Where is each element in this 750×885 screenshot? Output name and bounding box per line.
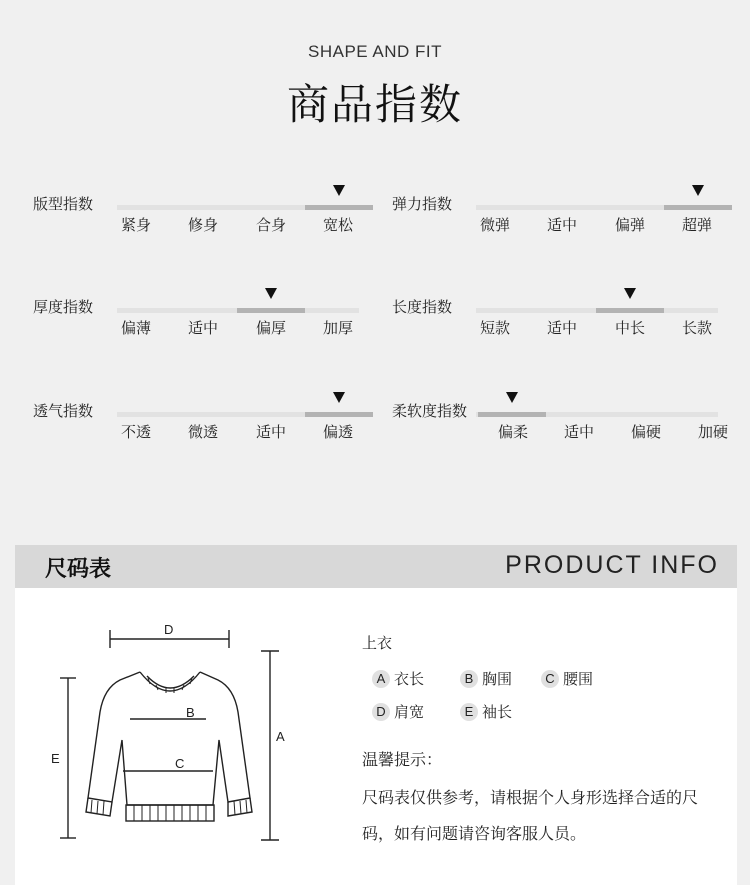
index-label: 长度指数	[392, 298, 453, 316]
index-option: 偏厚	[255, 319, 286, 337]
part-name: 胸围	[482, 670, 513, 688]
index-option: 偏弹	[614, 216, 645, 234]
part-name: 衣长	[394, 670, 425, 688]
index-label: 透气指数	[33, 402, 94, 420]
product-info-title: PRODUCT INFO	[505, 551, 719, 579]
part-letter: D	[372, 703, 390, 721]
tip-title: 温馨提示：	[362, 750, 443, 769]
index-label: 厚度指数	[33, 298, 94, 316]
index-option: 短款	[479, 319, 510, 337]
index-option: 合身	[255, 216, 286, 234]
index-label: 柔软度指数	[392, 402, 468, 420]
index-option: 紧身	[120, 216, 151, 234]
index-option: 偏薄	[120, 319, 151, 337]
index-option: 适中	[546, 319, 577, 337]
page-subtitle-en: SHAPE AND FIT	[307, 42, 443, 61]
index-option: 适中	[563, 423, 594, 441]
part-letter: E	[460, 703, 478, 721]
product-category: 上衣	[362, 634, 393, 652]
part-item	[460, 668, 512, 689]
index-option: 加硬	[697, 423, 728, 441]
part-letter: B	[460, 670, 478, 688]
index-option: 加厚	[322, 319, 353, 337]
index-option: 不透	[120, 423, 151, 441]
part-name: 肩宽	[394, 703, 425, 721]
index-option: 适中	[187, 319, 218, 337]
label-b: B	[186, 705, 195, 720]
label-c: C	[175, 756, 185, 771]
index-option: 微透	[187, 423, 218, 441]
tip-body: 尺码表仅供参考，请根据个人身形选择合适的尺码，如有问题请咨询客服人员。	[362, 788, 699, 843]
part-letter: A	[372, 670, 390, 688]
part-item	[372, 668, 424, 689]
hem-ribbing	[91, 678, 247, 821]
index-option: 宽松	[322, 216, 353, 234]
part-letter: C	[541, 670, 559, 688]
index-label: 版型指数	[33, 195, 94, 213]
index-option: 长款	[681, 319, 712, 337]
part-item	[372, 701, 424, 722]
index-option: 微弹	[479, 216, 510, 234]
label-d: D	[164, 622, 174, 637]
part-name: 袖长	[482, 703, 513, 721]
part-item	[460, 701, 512, 722]
index-option: 适中	[546, 216, 577, 234]
index-option: 偏柔	[497, 423, 528, 441]
label-a: A	[276, 729, 285, 744]
page-title: 商品指数	[286, 80, 463, 129]
index-option: 中长	[614, 319, 645, 337]
index-label: 弹力指数	[392, 195, 453, 213]
index-option: 偏硬	[630, 423, 661, 441]
index-option: 修身	[187, 216, 218, 234]
index-option: 超弹	[681, 216, 712, 234]
index-option: 适中	[255, 423, 286, 441]
index-option: 偏透	[322, 423, 353, 441]
part-name: 腰围	[563, 670, 594, 688]
size-chart-title: 尺码表	[45, 557, 112, 582]
label-e: E	[51, 751, 60, 766]
sweater-outline	[60, 630, 279, 840]
part-item	[541, 668, 593, 689]
